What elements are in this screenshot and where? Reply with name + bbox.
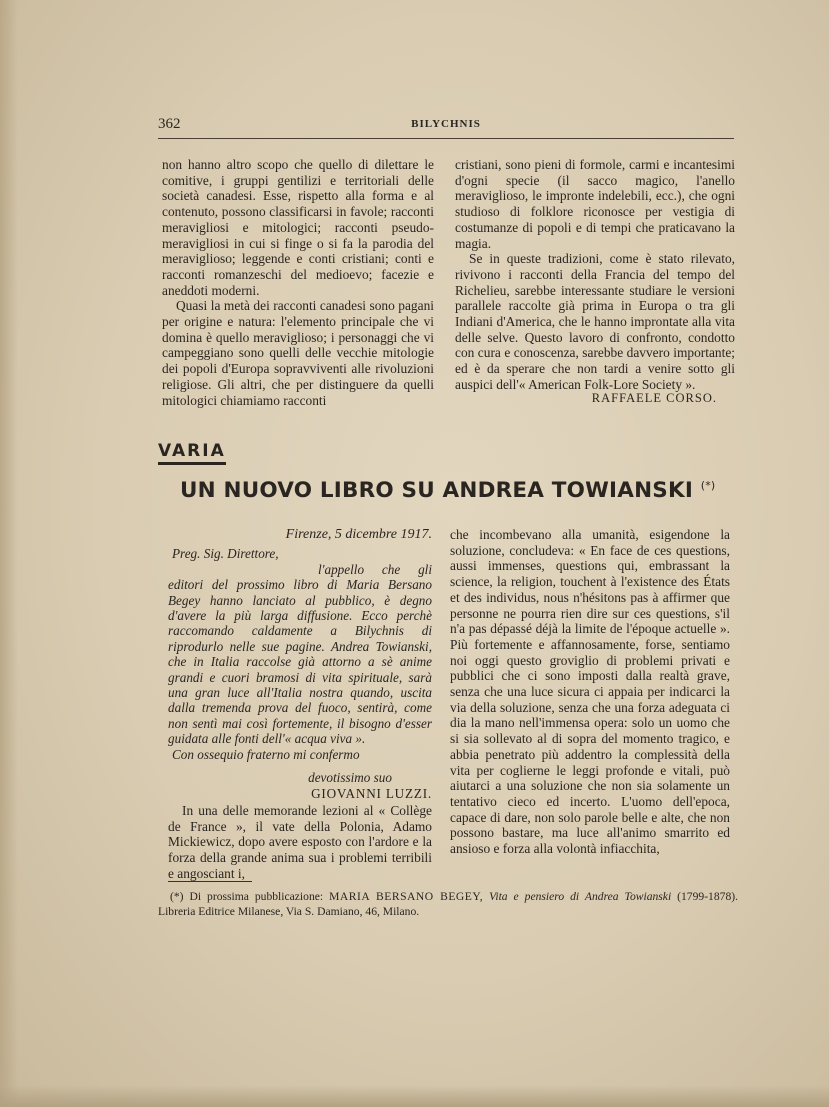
article-title: [180, 478, 740, 503]
page-left-shadow: [0, 0, 18, 1107]
letter-signoff: devotissimo suo: [308, 770, 392, 786]
section-label: VARIA: [158, 441, 226, 465]
paragraph: Quasi la metà dei racconti canadesi sono pagani per origine e natura: l'elemento principale che vi domina è quello meraviglioso; i personaggi che vi campeggiano sono quelli delle vecchie mitologie dei popoli d'Europa sopravviventi alle rivoluzioni religiose. Gli altri, che per distinguere da quelli mitologici chiamiamo racconti: [162, 298, 434, 408]
letter-body: l'appello che gli editori del prossimo libro di Maria Bersano Begey hanno lanciato al pubblico, è degno d'avere la più larga diffusione. Ecco perchè raccomando caldamente a Bilychnis di riprodurlo nelle sue pagine. Andrea Towianski, che in Italia raccolse già attorno a sè anime grandi e cuori bramosi di vita spirituale, sarà una gran luce all'Italia nostra quando, uscita dalla tremenda prova del fuoco, sentirà, come non sentì mai così fortemente, il bisogno d'esser guidata alle fonti dell'« acqua viva ».: [168, 561, 432, 747]
page-number: 362: [158, 116, 181, 132]
top-right-column: [455, 157, 735, 393]
bottom-left-column: [168, 803, 432, 882]
page-header: [158, 114, 734, 139]
letter-salutation: Preg. Sig. Direttore,: [172, 546, 279, 562]
footnote-divider: [168, 881, 252, 882]
footnote-book-title: Vita e pensiero di Andrea Towianski: [489, 890, 672, 903]
bottom-right-column: [450, 527, 730, 857]
letter-closing: Con ossequio fraterno mi confermo: [172, 746, 360, 762]
page-bottom-shadow: [0, 1085, 829, 1107]
footnote-mark: (*) Di prossima pubblicazione:: [170, 890, 324, 903]
letter-signer: GIOVANNI LUZZI.: [311, 785, 432, 801]
top-left-column: [162, 157, 434, 408]
paragraph: che incombevano alla umanità, esigendone la soluzione, concludeva: « En face de ces questions, aussi immenses, questions qui, embrassant la science, la religion, touchent à l'existence des États et des individus, nous n'hésitons pas à affirmer que personne ne pourra rien dire sur ces questions, s'il n'a pas dépassé déjà la limite de l'époque actuelle ». Più fortemente e affannosamente, forse, sentiamo noi oggi questo groviglio di problemi privati e pubblici che ci sono imposti dalla realtà grave, senza che una luce sicura ci appaia per indicarci la via della soluzione, senza che una forza adeguata ci dia la mano nell'immensa opera: solo un uomo che si sia sollevato al di sopra del momento tragico, e abbia penetrato più addentro la complessità della vita per coglierne le leggi profonde e vitali, può aiutarci a una soluzione che non sia solamente un tentativo cieco ed incerto. L'uomo dell'epoca, capace di dare, non solo parole belle e alte, che non possono bastare, ma luce all'animo smarrito ed ansioso e forza alla volontà infiacchita,: [450, 527, 730, 857]
paragraph: non hanno altro scopo che quello di dilettare le comitive, i gruppi gentilizi e territoriali delle società canadesi. Esse, rispetto alla forma e al contenuto, possono classificarsi in favole; racconti meravigliosi e mitologici; racconti pseudo-meravigliosi in cui si finge o si fa la parodia del meraviglioso; leggende e conti cristiani; conti e racconti romanzeschi del medioevo; facezie e aneddoti moderni.: [162, 157, 434, 298]
running-head: BILYCHNIS: [411, 118, 481, 130]
author-signature: RAFFAELE CORSO.: [591, 391, 717, 405]
article-title-text: UN NUOVO LIBRO SU ANDREA TOWIANSKI: [180, 478, 694, 503]
footnote: [158, 889, 738, 919]
letter-date: Firenze, 5 dicembre 1917.: [285, 527, 432, 542]
footnote-marker: (*): [700, 478, 716, 492]
footnote-author: MARIA BERSANO BEGEY,: [329, 890, 484, 903]
paragraph: cristiani, sono pieni di formole, carmi e incantesimi d'ogni specie (il sacco magico, l'anello meraviglioso, le impronte indelebili, ecc.), che ogni studioso di folklore riconosce per vestigia di costumanze di popoli e di tempi che praticavano la magia.: [455, 157, 735, 251]
footnote-publisher: (1799-1878). Libreria Editrice Milanese, Via S. Damiano, 46, Milano.: [158, 890, 738, 918]
paragraph: In una delle memorande lezioni al « Collège de France », il vate della Polonia, Adamo Mickiewicz, dopo avere esposto con l'ardore e la forza della grande anima sua i problemi terribili e angosciant i,: [168, 803, 432, 881]
letter: [168, 527, 432, 801]
paragraph: Se in queste tradizioni, come è stato rilevato, rivivono i racconti della Francia del tempo del Richelieu, sarebbe interessante studiare le versioni parallele raccolte già prima in Europa o tra gli Indiani d'America, che le hanno improntate alla vita delle selve. Questo lavoro di confronto, condotto con cura e conoscenza, sarebbe davvero importante; ed è da sperare che non tardi a venire sotto gli auspici dell'« American Folk-Lore Society ».: [455, 251, 735, 392]
